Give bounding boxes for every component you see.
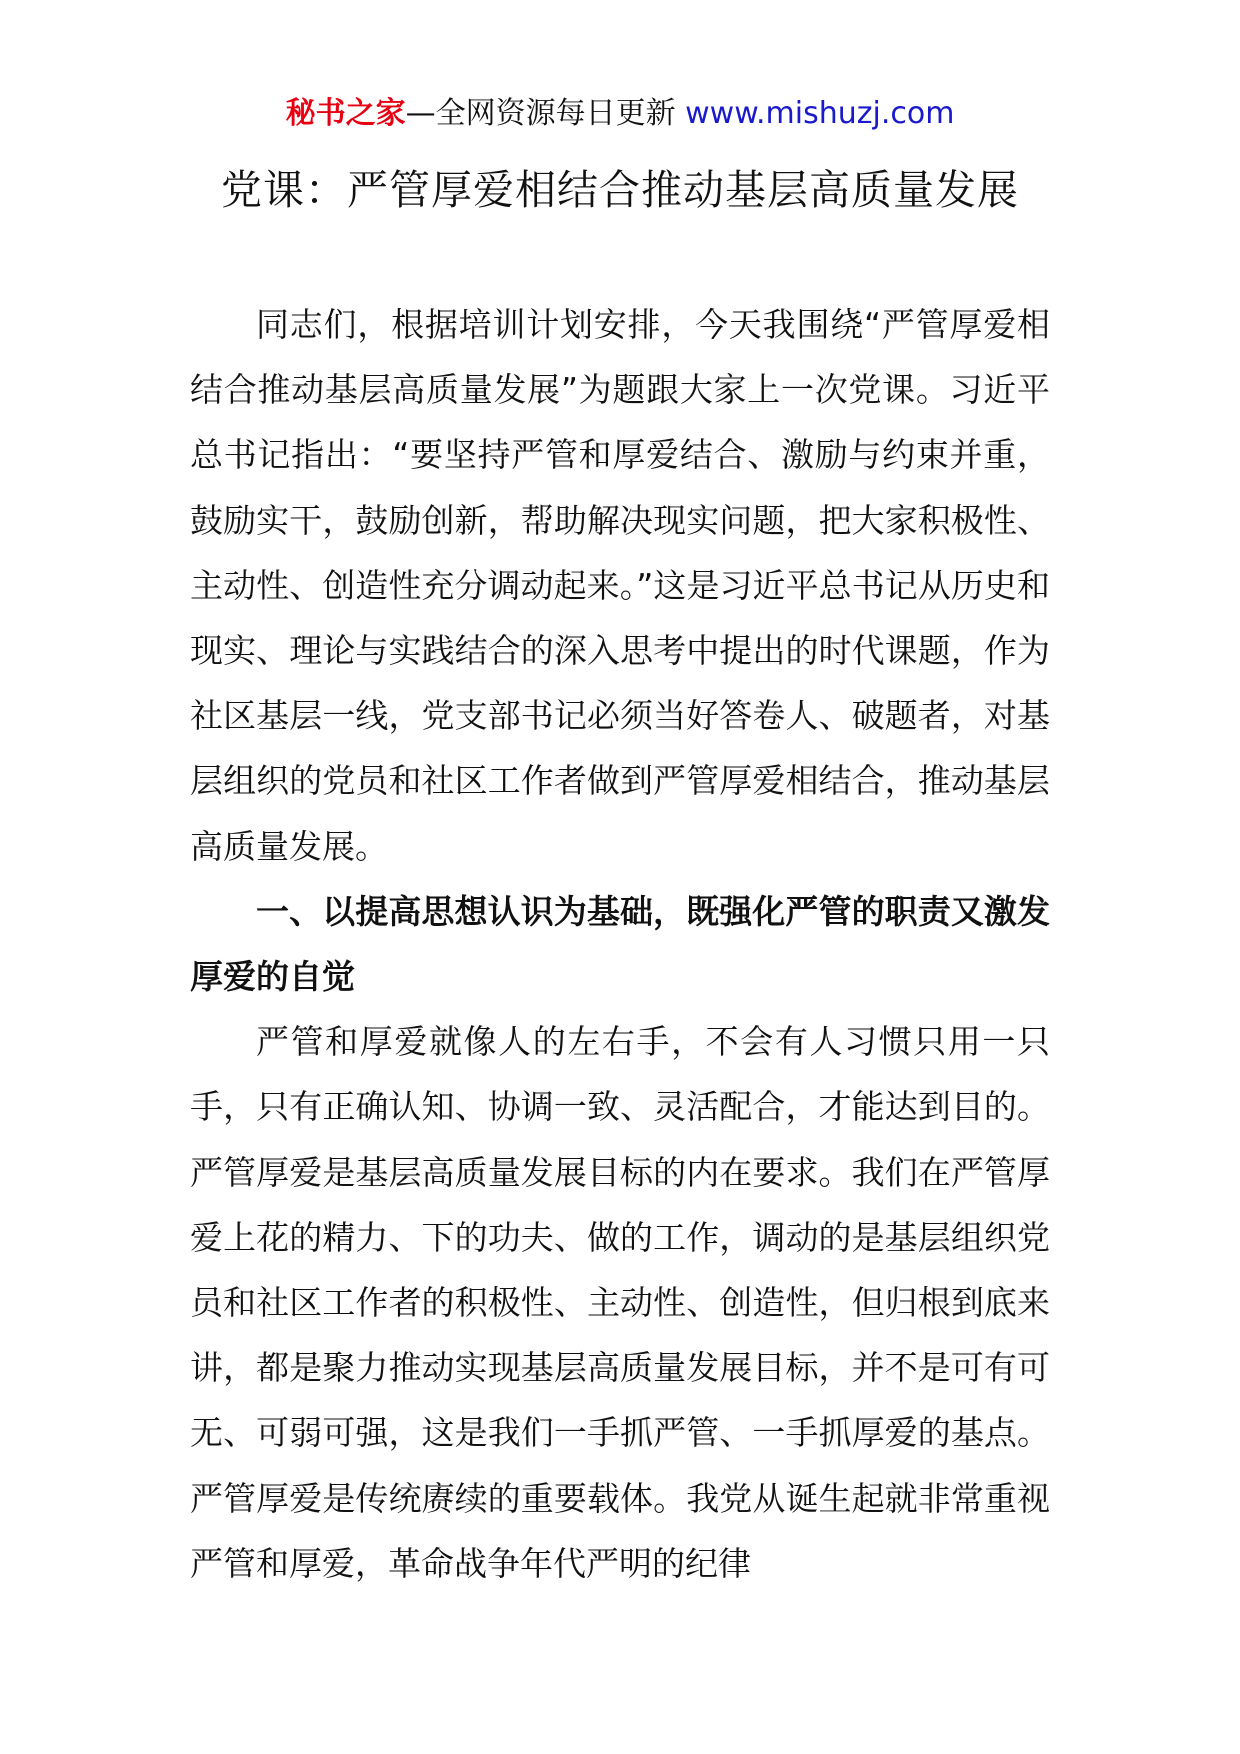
brand-name: 秘书之家 (285, 96, 406, 131)
site-url-link[interactable]: www.mishuzj.com (685, 96, 955, 131)
document-body (190, 292, 1050, 1596)
site-tagline: —全网资源每日更新 (405, 96, 676, 131)
section-heading-1: 一、以提高思想认识为基础，既强化严管的职责又激发厚爱的自觉 (190, 891, 1050, 997)
document-title: 党课：严管厚爱相结合推动基层高质量发展 (221, 166, 1019, 214)
section-1-paragraph: 严管和厚爱就像人的左右手，不会有人习惯只用一只手，只有正确认知、协调一致、灵活配合，才能达到目的。严管厚爱是基层高质量发展目标的内在要求。我们在严管厚爱上花的精力、下的功夫、做的工作，调动的是基层组织党员和社区工作者的积极性、主动性、创造性，但归根到底来讲，都是聚力推动实现基层高质量发展目标，并不是可有可无、可弱可强，这是我们一手抓严管、一手抓厚爱的基点。严管厚爱是传统赓续的重要载体。我党从诞生起就非常重视严管和厚爱，革命战争年代严明的纪律 (190, 1022, 1050, 1583)
intro-paragraph: 同志们，根据培训计划安排，今天我围绕“严管厚爱相结合推动基层高质量发展”为题跟大家上一次党课。习近平总书记指出：“要坚持严管和厚爱结合、激励与约束并重，鼓励实干，鼓励创新，帮助解决现实问题，把大家积极性、主动性、创造性充分调动起来。”这是习近平总书记从历史和现实、理论与实践结合的深入思考中提出的时代课题，作为社区基层一线，党支部书记必须当好答卷人、破题者，对基层组织的党员和社区工作者做到严管厚爱相结合，推动基层高质量发展。 (190, 305, 1050, 866)
site-header (0, 94, 1240, 134)
